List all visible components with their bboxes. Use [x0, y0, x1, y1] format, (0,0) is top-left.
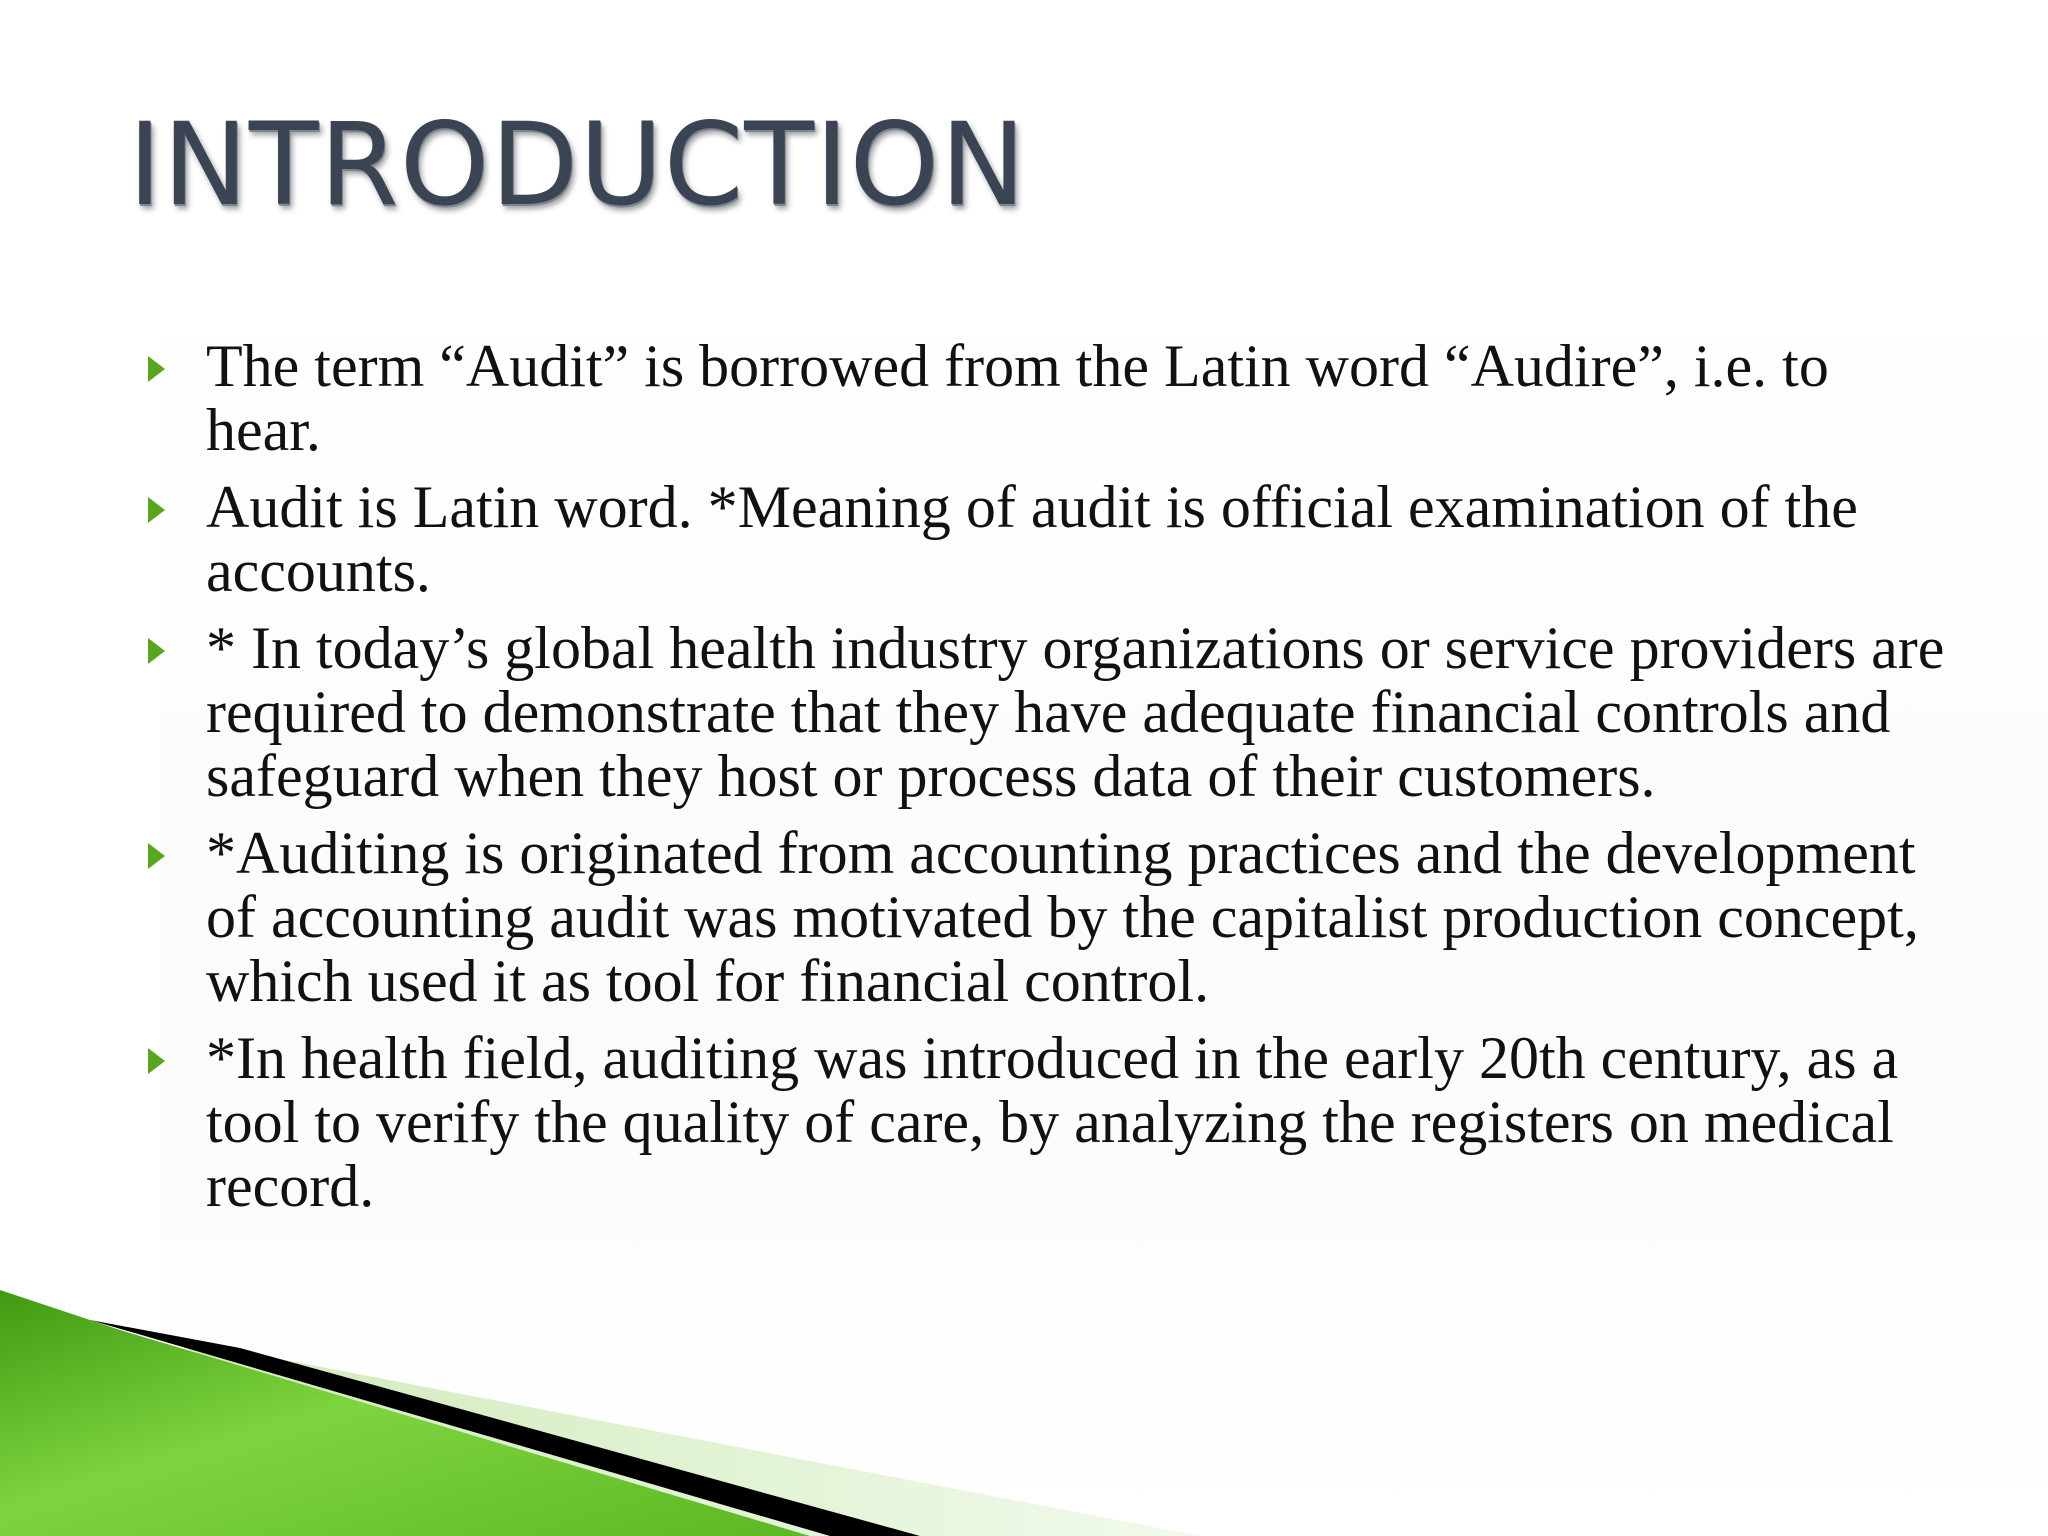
- bullet-list: [148, 334, 1948, 1231]
- triangle-right-icon: [148, 1048, 165, 1074]
- bullet-item: [148, 616, 1948, 808]
- bullet-text: The term “Audit” is borrowed from the Latin word “Audire”, i.e. to hear.: [206, 333, 1829, 463]
- slide-title: INTRODUCTION: [128, 98, 1027, 231]
- bullet-item: [148, 821, 1948, 1013]
- bullet-item: [148, 334, 1948, 462]
- bullet-text: * In today’s global health industry organizations or service providers are required to demonstrate that they have adequate financial controls and safeguard when they host or process data of their customers.: [206, 615, 1945, 809]
- triangle-right-icon: [148, 843, 165, 869]
- bullet-item: [148, 475, 1948, 603]
- bullet-text: *Auditing is originated from accounting practices and the development of accounting audit was motivated by the capitalist production concept, which used it as tool for financial control.: [206, 820, 1919, 1014]
- bullet-text: Audit is Latin word. *Meaning of audit is official examination of the accounts.: [206, 474, 1858, 604]
- triangle-right-icon: [148, 356, 165, 382]
- triangle-right-icon: [148, 497, 165, 523]
- triangle-right-icon: [148, 638, 165, 664]
- corner-decoration: [0, 1290, 2048, 1536]
- bullet-text: *In health field, auditing was introduced in the early 20th century, as a tool to verify the quality of care, by analyzing the registers on medical record.: [206, 1025, 1899, 1219]
- bullet-item: [148, 1026, 1948, 1218]
